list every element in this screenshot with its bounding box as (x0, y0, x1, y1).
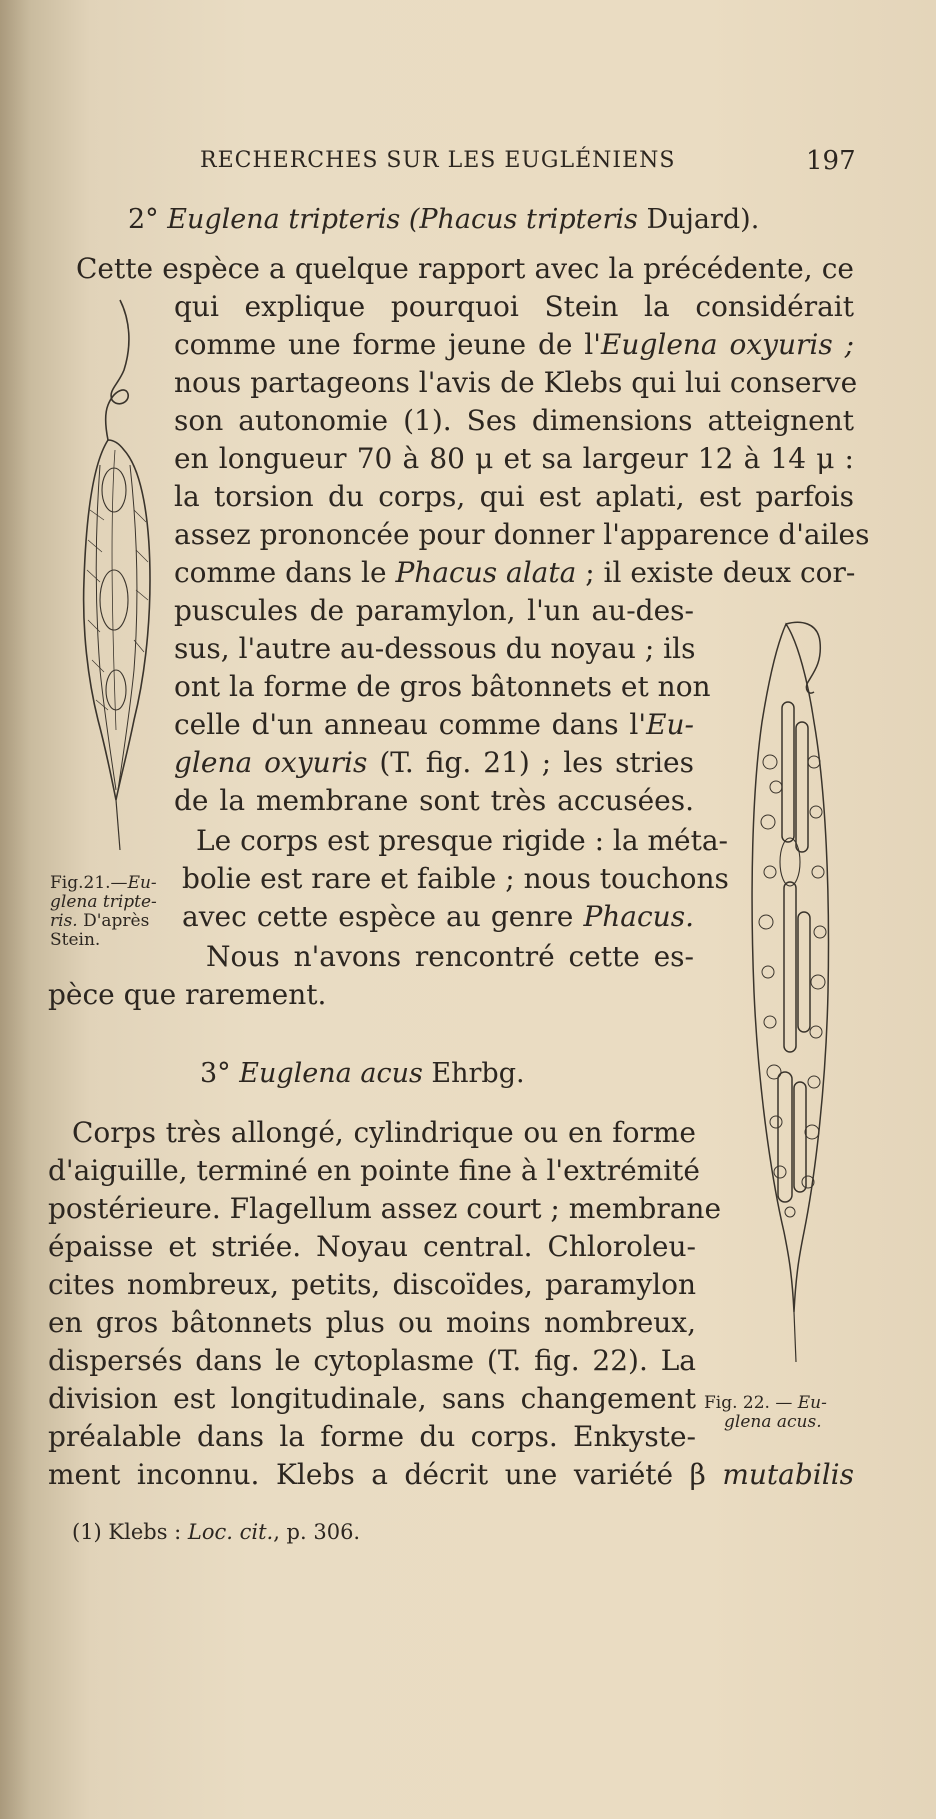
paragraph-line: nous partageons l'avis de Klebs qui lui conserve (174, 366, 858, 399)
section-heading-3 (200, 1058, 525, 1089)
paragraph-line: sus, l'autre au-dessous du noyau ; ils (174, 632, 696, 665)
genus-name: Phacus. (583, 900, 694, 933)
figure-21-caption: Fig.21.—Eu- glena tripte- ris. D'après Stein. (50, 873, 157, 950)
species-name: Euglena oxyuris ; (600, 328, 854, 361)
author: Ehrbg. (431, 1058, 525, 1089)
paragraph-line: en longueur 70 à 80 μ et sa largeur 12 à 14 μ : (174, 442, 854, 475)
paragraph-line: dispersés dans le cytoplasme (T. fig. 22). La (48, 1344, 696, 1377)
paragraph-line: de la membrane sont très accusées. (174, 784, 694, 817)
paragraph-line: qui explique pourquoi Stein la considérait (174, 290, 854, 323)
footnote: (1) Klebs : Loc. cit., p. 306. (72, 1520, 361, 1544)
paragraph-line: d'aiguille, terminé en pointe fine à l'extrémité (48, 1154, 700, 1187)
paragraph-line: bolie est rare et faible ; nous touchons (182, 862, 729, 895)
paragraph-line: comme une forme jeune de l'Euglena oxyuris ; (174, 328, 854, 361)
paragraph-line: cites nombreux, petits, discoïdes, paramylon (48, 1268, 696, 1301)
author: Dujard). (646, 204, 760, 235)
species-name: Phacus alata (395, 556, 577, 589)
species-name: Eu- (646, 708, 694, 741)
paragraph-line: division est longitudinale, sans changement (48, 1382, 696, 1415)
figure-22-caption: Fig. 22. — Eu- glena acus. (704, 1393, 827, 1432)
paragraph-line: comme dans le Phacus alata ; il existe deux cor- (174, 556, 856, 589)
paragraph-line: assez prononcée pour donner l'apparence d'ailes (174, 518, 870, 551)
running-title: RECHERCHES SUR LES EUGLÉNIENS (200, 148, 676, 173)
variety-name: mutabilis (722, 1458, 854, 1491)
paragraph-line: la torsion du corps, qui est aplati, est parfois (174, 480, 854, 513)
section-heading-2 (128, 204, 759, 235)
paragraph-line: postérieure. Flagellum assez court ; membrane (48, 1192, 722, 1225)
paragraph-line: ont la forme de gros bâtonnets et non (174, 670, 711, 703)
heading-number: 2° (128, 204, 159, 235)
page-number: 197 (806, 146, 856, 176)
heading-number: 3° (200, 1058, 231, 1089)
figure-22-illustration (730, 612, 850, 1372)
species-name: glena oxyuris (174, 746, 368, 779)
species-name: Euglena acus (239, 1058, 423, 1089)
paragraph-line: son autonomie (1). Ses dimensions atteignent (174, 404, 854, 437)
paragraph-line: en gros bâtonnets plus ou moins nombreux, (48, 1306, 696, 1339)
paragraph-line: celle d'un anneau comme dans l'Eu- (174, 708, 694, 741)
paragraph-line: Nous n'avons rencontré cette es- (206, 940, 694, 973)
paragraph-line: épaisse et striée. Noyau central. Chloroleu- (48, 1230, 696, 1263)
paragraph-line: pèce que rarement. (48, 978, 327, 1011)
paragraph-line: ment inconnu. Klebs a décrit une variété β mutabilis (48, 1458, 854, 1491)
paragraph-line: préalable dans la forme du corps. Enkyste- (48, 1420, 696, 1453)
paragraph-line: glena oxyuris (T. fig. 21) ; les stries (174, 746, 694, 779)
figure-21-illustration (70, 290, 170, 850)
paragraph-line: puscules de paramylon, l'un au-des- (174, 594, 694, 627)
paragraph-line: avec cette espèce au genre Phacus. (182, 900, 694, 933)
species-name: Euglena tripteris (167, 204, 401, 235)
paragraph-line: Cette espèce a quelque rapport avec la précédente, ce (76, 252, 854, 285)
synonym: (Phacus tripteris (408, 204, 638, 235)
paragraph-line: Le corps est presque rigide : la méta- (196, 824, 728, 857)
paragraph-line: Corps très allongé, cylindrique ou en forme (72, 1116, 696, 1149)
